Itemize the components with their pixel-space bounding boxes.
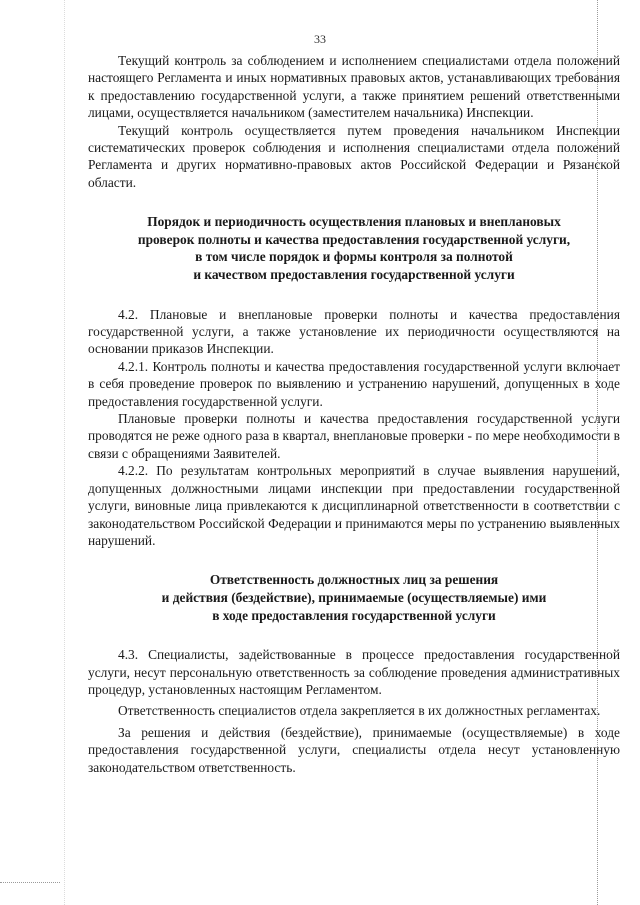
- paragraph-4-2-2: 4.2.2. По результатам контрольных мероприятий в случае выявления нарушений, допущенных должностными лицами инспекции при предоставлении государственной услуги, виновные лица привлекаются к дисциплинарной ответственности в соответствии с законодательством Российской Федерации и принимаются меры по устранению выявленных нарушений.: [88, 463, 620, 548]
- paragraph-current-control-checks: Текущий контроль осуществляется путем проведения начальником Инспекции систематических проверок соблюдения и исполнения специалистами отдела положений Регламента и других нормативно-правовых актов Российской Федерации и Рязанской области.: [88, 122, 620, 190]
- heading-line: Порядок и периодичность осуществления плановых и внеплановых: [147, 214, 561, 230]
- paragraph-4-2-1: 4.2.1. Контроль полноты и качества предоставления государственной услуги включает в себя проведение проверок по выявлению и устранению нарушений, допущенных в ходе предоставления государственной услуги.: [88, 358, 620, 409]
- section-heading-responsibility: [88, 571, 620, 624]
- scan-artifact-left: [64, 0, 65, 905]
- heading-line: в ходе предоставления государственной услуги: [212, 607, 496, 623]
- scan-artifact-bottom: [0, 882, 60, 883]
- heading-line: проверок полноты и качества предоставления государственной услуги,: [137, 231, 571, 247]
- paragraph-decisions-responsibility: За решения и действия (бездействие), принимаемые (осуществляемые) в ходе предоставления государственной услуги, специалисты отдела несут установленную законодательством ответственность.: [88, 724, 620, 775]
- paragraph-responsibility-regulations: Ответственность специалистов отдела закрепляется в их должностных регламентах.: [118, 703, 601, 719]
- heading-line: и качеством предоставления государственной услуги: [193, 267, 515, 283]
- heading-line: в том числе порядок и формы контроля за полнотой: [195, 249, 513, 265]
- paragraph-4-2: 4.2. Плановые и внеплановые проверки полноты и качества предоставления государственной услуги, а также установление их периодичности осуществляются на основании приказов Инспекции.: [88, 306, 620, 357]
- document-body: [88, 52, 620, 776]
- paragraph-planned-checks: Плановые проверки полноты и качества предоставления государственной услуги проводятся не реже одного раза в квартал, внеплановые проверки - по мере необходимости в связи с обращениями Заявителей.: [88, 411, 620, 461]
- heading-line: Ответственность должностных лиц за решения: [209, 572, 499, 588]
- section-heading-planned-checks: [88, 213, 620, 283]
- page-number: 33: [314, 32, 326, 46]
- heading-line: и действия (бездействие), принимаемые (осуществляемые) ими: [161, 589, 547, 605]
- paragraph-4-3: 4.3. Специалисты, задействованные в процессе предоставления государственной услуги, несут персональную ответственность за соблюдение проведения административных процедур, установленных настоящим Регламентом.: [88, 647, 620, 697]
- paragraph-current-control: Текущий контроль за соблюдением и исполнением специалистами отдела положений настоящего Регламента и иных нормативных правовых актов, устанавливающих требования к предоставлению государственной услуги, а также принятием решений ответственными лицами, осуществляется начальником (заместителем начальника) Инспекции.: [88, 53, 620, 121]
